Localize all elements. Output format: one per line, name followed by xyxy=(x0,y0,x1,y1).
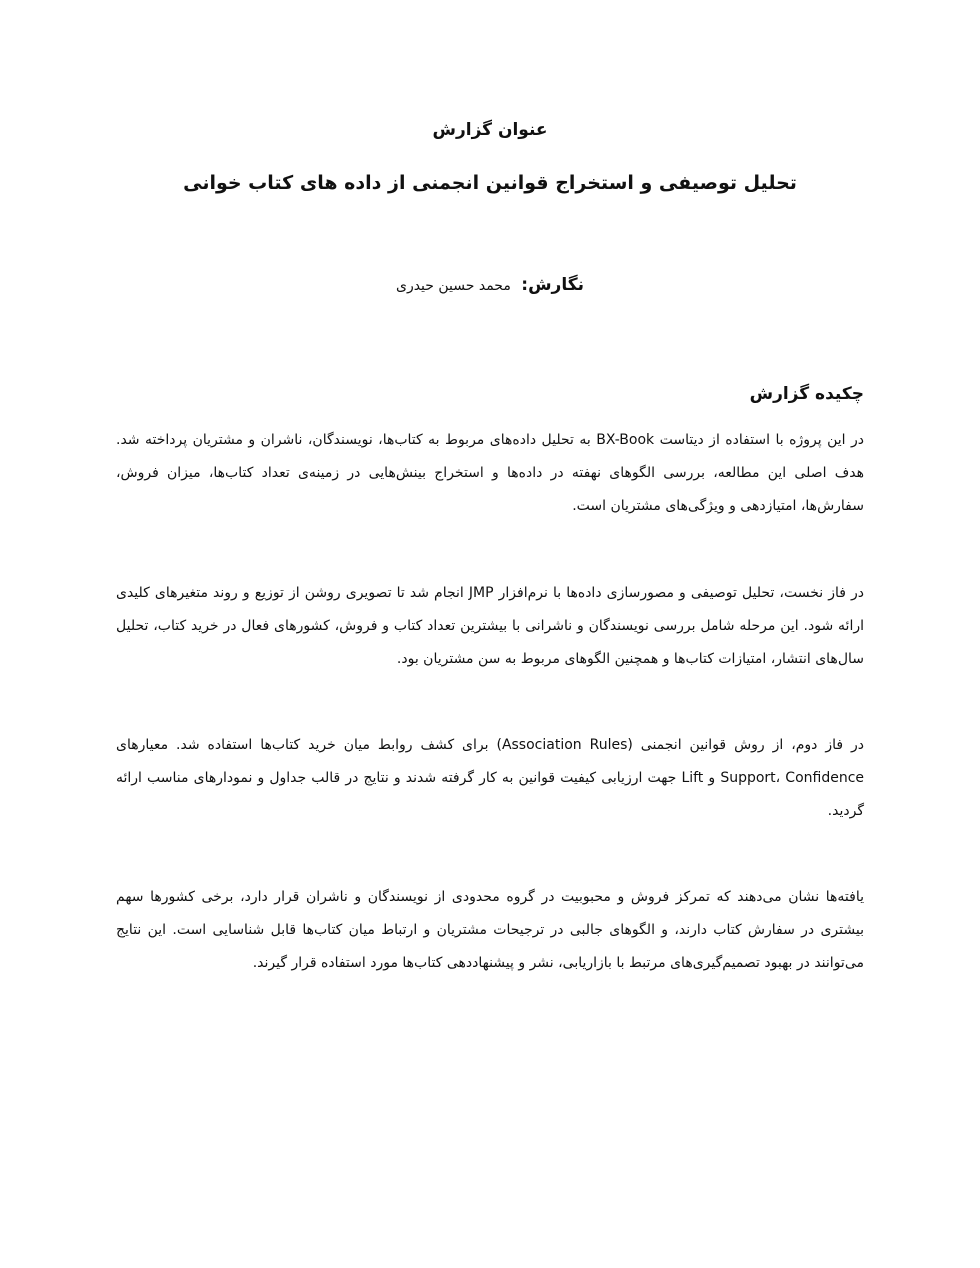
abstract-paragraph-2: در فاز نخست، تحلیل توصیفی و مصورسازی داده‌ها با نرم‌افزار JMP انجام شد تا تصویری روشن از توزیع و روند متغیرهای کلیدی ارائه شود. این مرحله شامل بررسی نویسندگان و ناشرانی با بیشترین تعداد کتاب و فروش، کشورهای فعال در خرید کتاب، تحلیل سال‌های انتشار، امتیازات کتاب‌ها و همچنین الگوهای مربوط به سن مشتریان بود. xyxy=(116,585,864,667)
abstract-paragraph-4: یافته‌ها نشان می‌دهند که تمرکز فروش و محبوبیت در گروه محدودی از نویسندگان و ناشران قرار دارد، برخی کشورها سهم بیشتری در سفارش کتاب دارند، و الگوهای جالبی در ترجیحات مشتریان و ارتباط میان کتاب‌ها قابل شناسایی است. این نتایج می‌توانند در بهبود تصمیم‌گیری‌های مرتبط با بازاریابی، نشر و پیشنهاددهی کتاب‌ها مورد استفاده قرار گیرند. xyxy=(116,889,864,971)
author-name: محمد حسین حیدری xyxy=(395,278,511,294)
abstract-paragraph-3: در فاز دوم، از روش قوانین انجمنی (Association Rules) برای کشف روابط میان خرید کتاب‌ها استفاده شد. معیارهای Support، Confidence و Lift جهت ارزیابی کیفیت قوانین به کار گرفته شدند و نتایج در قالب جداول و نمودارهای مناسب ارائه گردید. xyxy=(116,737,865,819)
abstract-paragraph-1: در این پروژه با استفاده از دیتاست BX-Book به تحلیل داده‌های مربوط به کتاب‌ها، نویسندگان، ناشران و مشتریان پرداخته شد. هدف اصلی این مطالعه، بررسی الگوهای نهفته در داده‌ها و استخراج بینش‌هایی در زمینه‌ی تعداد کتاب‌ها، میزان فروش، سفارش‌ها، امتیازدهی و ویژگی‌های مشتریان است. xyxy=(116,432,864,514)
author-label: نگارش: xyxy=(521,275,584,295)
abstract-heading: چکیده گزارش xyxy=(749,384,864,404)
author-line xyxy=(0,275,980,295)
report-label: عنوان گزارش xyxy=(432,120,548,140)
report-title: تحلیل توصیفی و استخراج قوانین انجمنی از داده های کتاب خوانی xyxy=(183,172,797,194)
